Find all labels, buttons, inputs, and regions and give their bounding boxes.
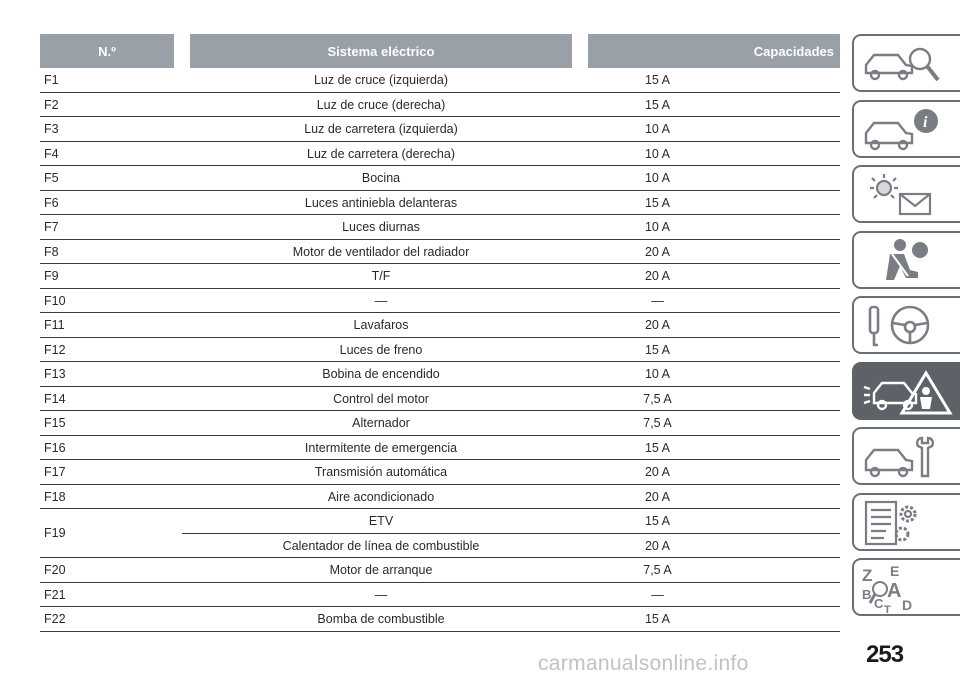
table-subrow	[182, 534, 840, 559]
fuse-capacity: 20 A	[644, 269, 671, 283]
fuse-number: F8	[44, 244, 59, 259]
fuse-number: F5	[44, 171, 59, 185]
table-row	[40, 93, 840, 118]
fuse-capacity: 15 A	[644, 342, 671, 357]
table-row	[40, 338, 840, 363]
table-row	[40, 264, 840, 289]
tab-car-magnifier[interactable]	[852, 34, 960, 92]
index-letter-c: C	[874, 596, 884, 611]
electrical-system: Control del motor	[333, 391, 429, 406]
fuse-number: F2	[44, 97, 59, 112]
header-system: Sistema eléctrico	[190, 34, 572, 68]
table-row	[40, 362, 840, 387]
electrical-system: Bomba de combustible	[317, 612, 445, 626]
electrical-system: Lavafaros	[353, 318, 409, 332]
fuse-capacity: 10 A	[644, 171, 671, 185]
table-row	[40, 117, 840, 142]
car-magnifier-icon	[860, 39, 956, 89]
fuse-table	[40, 34, 840, 632]
fuse-number: F17	[44, 465, 66, 479]
table-row	[40, 191, 840, 216]
electrical-system: Luz de cruce (derecha)	[316, 97, 446, 112]
watermark: carmanualsonline.info	[538, 652, 749, 675]
electrical-system: Intermitente de emergencia	[304, 440, 458, 455]
index-letter-e: E	[890, 563, 900, 579]
fuse-capacity: 15 A	[644, 612, 671, 626]
fuse-number: F16	[44, 440, 66, 455]
electrical-system: —	[374, 587, 388, 602]
fuse-number: F11	[44, 318, 65, 332]
table-row	[40, 607, 840, 632]
fuse-capacity: 10 A	[644, 220, 671, 234]
fuse-number: F4	[44, 146, 59, 161]
fuse-capacity: 15 A	[644, 97, 671, 112]
fuse-number: F1	[44, 73, 59, 87]
electrical-system: Aire acondicionado	[327, 489, 435, 504]
table-row	[40, 411, 840, 436]
fuse-capacity: 15 A	[644, 73, 671, 87]
fuse-capacity: 15 A	[644, 440, 671, 455]
electrical-system: Transmisión automática	[314, 465, 448, 479]
electrical-system: —	[374, 293, 388, 308]
electrical-system: Calentador de línea de combustible	[282, 538, 480, 553]
fuse-number: F21	[44, 587, 66, 602]
fuse-capacity: 10 A	[644, 122, 671, 136]
table-row	[40, 460, 840, 485]
tab-car-warning-triangle[interactable]	[852, 362, 960, 420]
warning-light-envelope-icon	[860, 170, 956, 220]
tab-alphabet-index[interactable]	[852, 558, 960, 616]
tab-spec-sheet-gear[interactable]	[852, 493, 960, 551]
fuse-number: F9	[44, 269, 59, 283]
fuse-capacity: 7,5 A	[643, 416, 672, 430]
tab-key-steering-wheel[interactable]	[852, 296, 960, 354]
fuse-capacity: —	[651, 587, 664, 602]
car-info-icon	[860, 105, 956, 155]
electrical-system: Luces antiniebla delanteras	[304, 195, 458, 210]
electrical-system: Bocina	[361, 171, 401, 185]
electrical-system: Luz de cruce (izquierda)	[313, 73, 449, 87]
electrical-system: Alternador	[352, 416, 410, 430]
fuse-capacity: 20 A	[644, 489, 671, 504]
fuse-number: F22	[44, 612, 66, 626]
table-row	[40, 436, 840, 461]
index-letter-a: A	[887, 580, 902, 602]
fuse-number: F10	[44, 293, 66, 308]
index-letter-b: B	[862, 587, 872, 602]
electrical-system: ETV	[368, 514, 394, 528]
table-row	[40, 215, 840, 240]
table-row	[40, 558, 840, 583]
electrical-system: T/F	[371, 269, 391, 283]
fuse-number: F13	[44, 367, 66, 381]
electrical-system: Luces diurnas	[342, 220, 420, 234]
alphabet-index-icon	[860, 563, 956, 613]
fuse-capacity: 15 A	[644, 514, 671, 528]
fuse-number: F19	[44, 526, 66, 540]
fuse-number: F7	[44, 220, 59, 234]
fuse-number: F3	[44, 122, 59, 136]
table-row	[40, 485, 840, 510]
table-row	[40, 166, 840, 191]
tab-car-wrench[interactable]	[852, 427, 960, 485]
svg-text:i: i	[923, 113, 928, 131]
electrical-system: Bobina de encendido	[322, 367, 440, 381]
index-letter-z: Z	[862, 566, 873, 585]
fuse-number: F18	[44, 489, 66, 504]
fuse-number: F20	[44, 563, 66, 577]
table-row	[40, 68, 840, 93]
table-row	[40, 289, 840, 314]
fuse-capacity: 10 A	[644, 367, 671, 381]
fuse-capacity: 20 A	[644, 465, 671, 479]
fuse-capacity: 7,5 A	[643, 391, 672, 406]
header-number: N.º	[40, 34, 174, 68]
table-row-f19	[40, 509, 840, 558]
fuse-capacity: 10 A	[644, 146, 671, 161]
tab-car-info[interactable]	[852, 100, 960, 158]
fuse-capacity: 15 A	[644, 195, 671, 210]
table-subrow	[182, 509, 840, 534]
electrical-system: Luces de freno	[339, 342, 423, 357]
electrical-system: Motor de ventilador del radiador	[292, 244, 470, 259]
table-body	[40, 68, 840, 632]
fuse-capacity: —	[651, 293, 664, 308]
table-row	[40, 583, 840, 608]
fuse-number: F6	[44, 195, 59, 210]
fuse-capacity: 20 A	[644, 318, 671, 332]
table-header	[40, 34, 840, 68]
fuse-number: F15	[44, 416, 66, 430]
table-row	[40, 387, 840, 412]
table-row	[40, 142, 840, 167]
car-warning-triangle-icon	[860, 367, 956, 417]
chapter-sidebar	[852, 34, 960, 624]
car-wrench-icon	[860, 432, 956, 482]
page-number: 253	[866, 641, 904, 668]
electrical-system: Luz de carretera (derecha)	[307, 146, 455, 161]
table-row	[40, 313, 840, 338]
fuse-number: F12	[44, 342, 66, 357]
fuse-capacity: 20 A	[644, 244, 671, 259]
fuse-number: F14	[44, 391, 66, 406]
fuse-capacity: 20 A	[644, 538, 671, 553]
table-row	[40, 240, 840, 265]
tab-seatbelt-airbag[interactable]	[852, 231, 960, 289]
tab-warning-light-envelope[interactable]	[852, 165, 960, 223]
fuse-capacity: 7,5 A	[643, 563, 672, 577]
electrical-system: Motor de arranque	[329, 563, 433, 577]
header-capacity: Capacidades	[588, 34, 840, 68]
electrical-system: Luz de carretera (izquierda)	[304, 122, 458, 136]
index-letter-t: T	[884, 604, 891, 613]
index-letter-d: D	[902, 597, 913, 613]
key-steering-wheel-icon	[860, 301, 956, 351]
spec-sheet-gear-icon	[860, 498, 956, 548]
seatbelt-airbag-icon	[860, 236, 956, 286]
